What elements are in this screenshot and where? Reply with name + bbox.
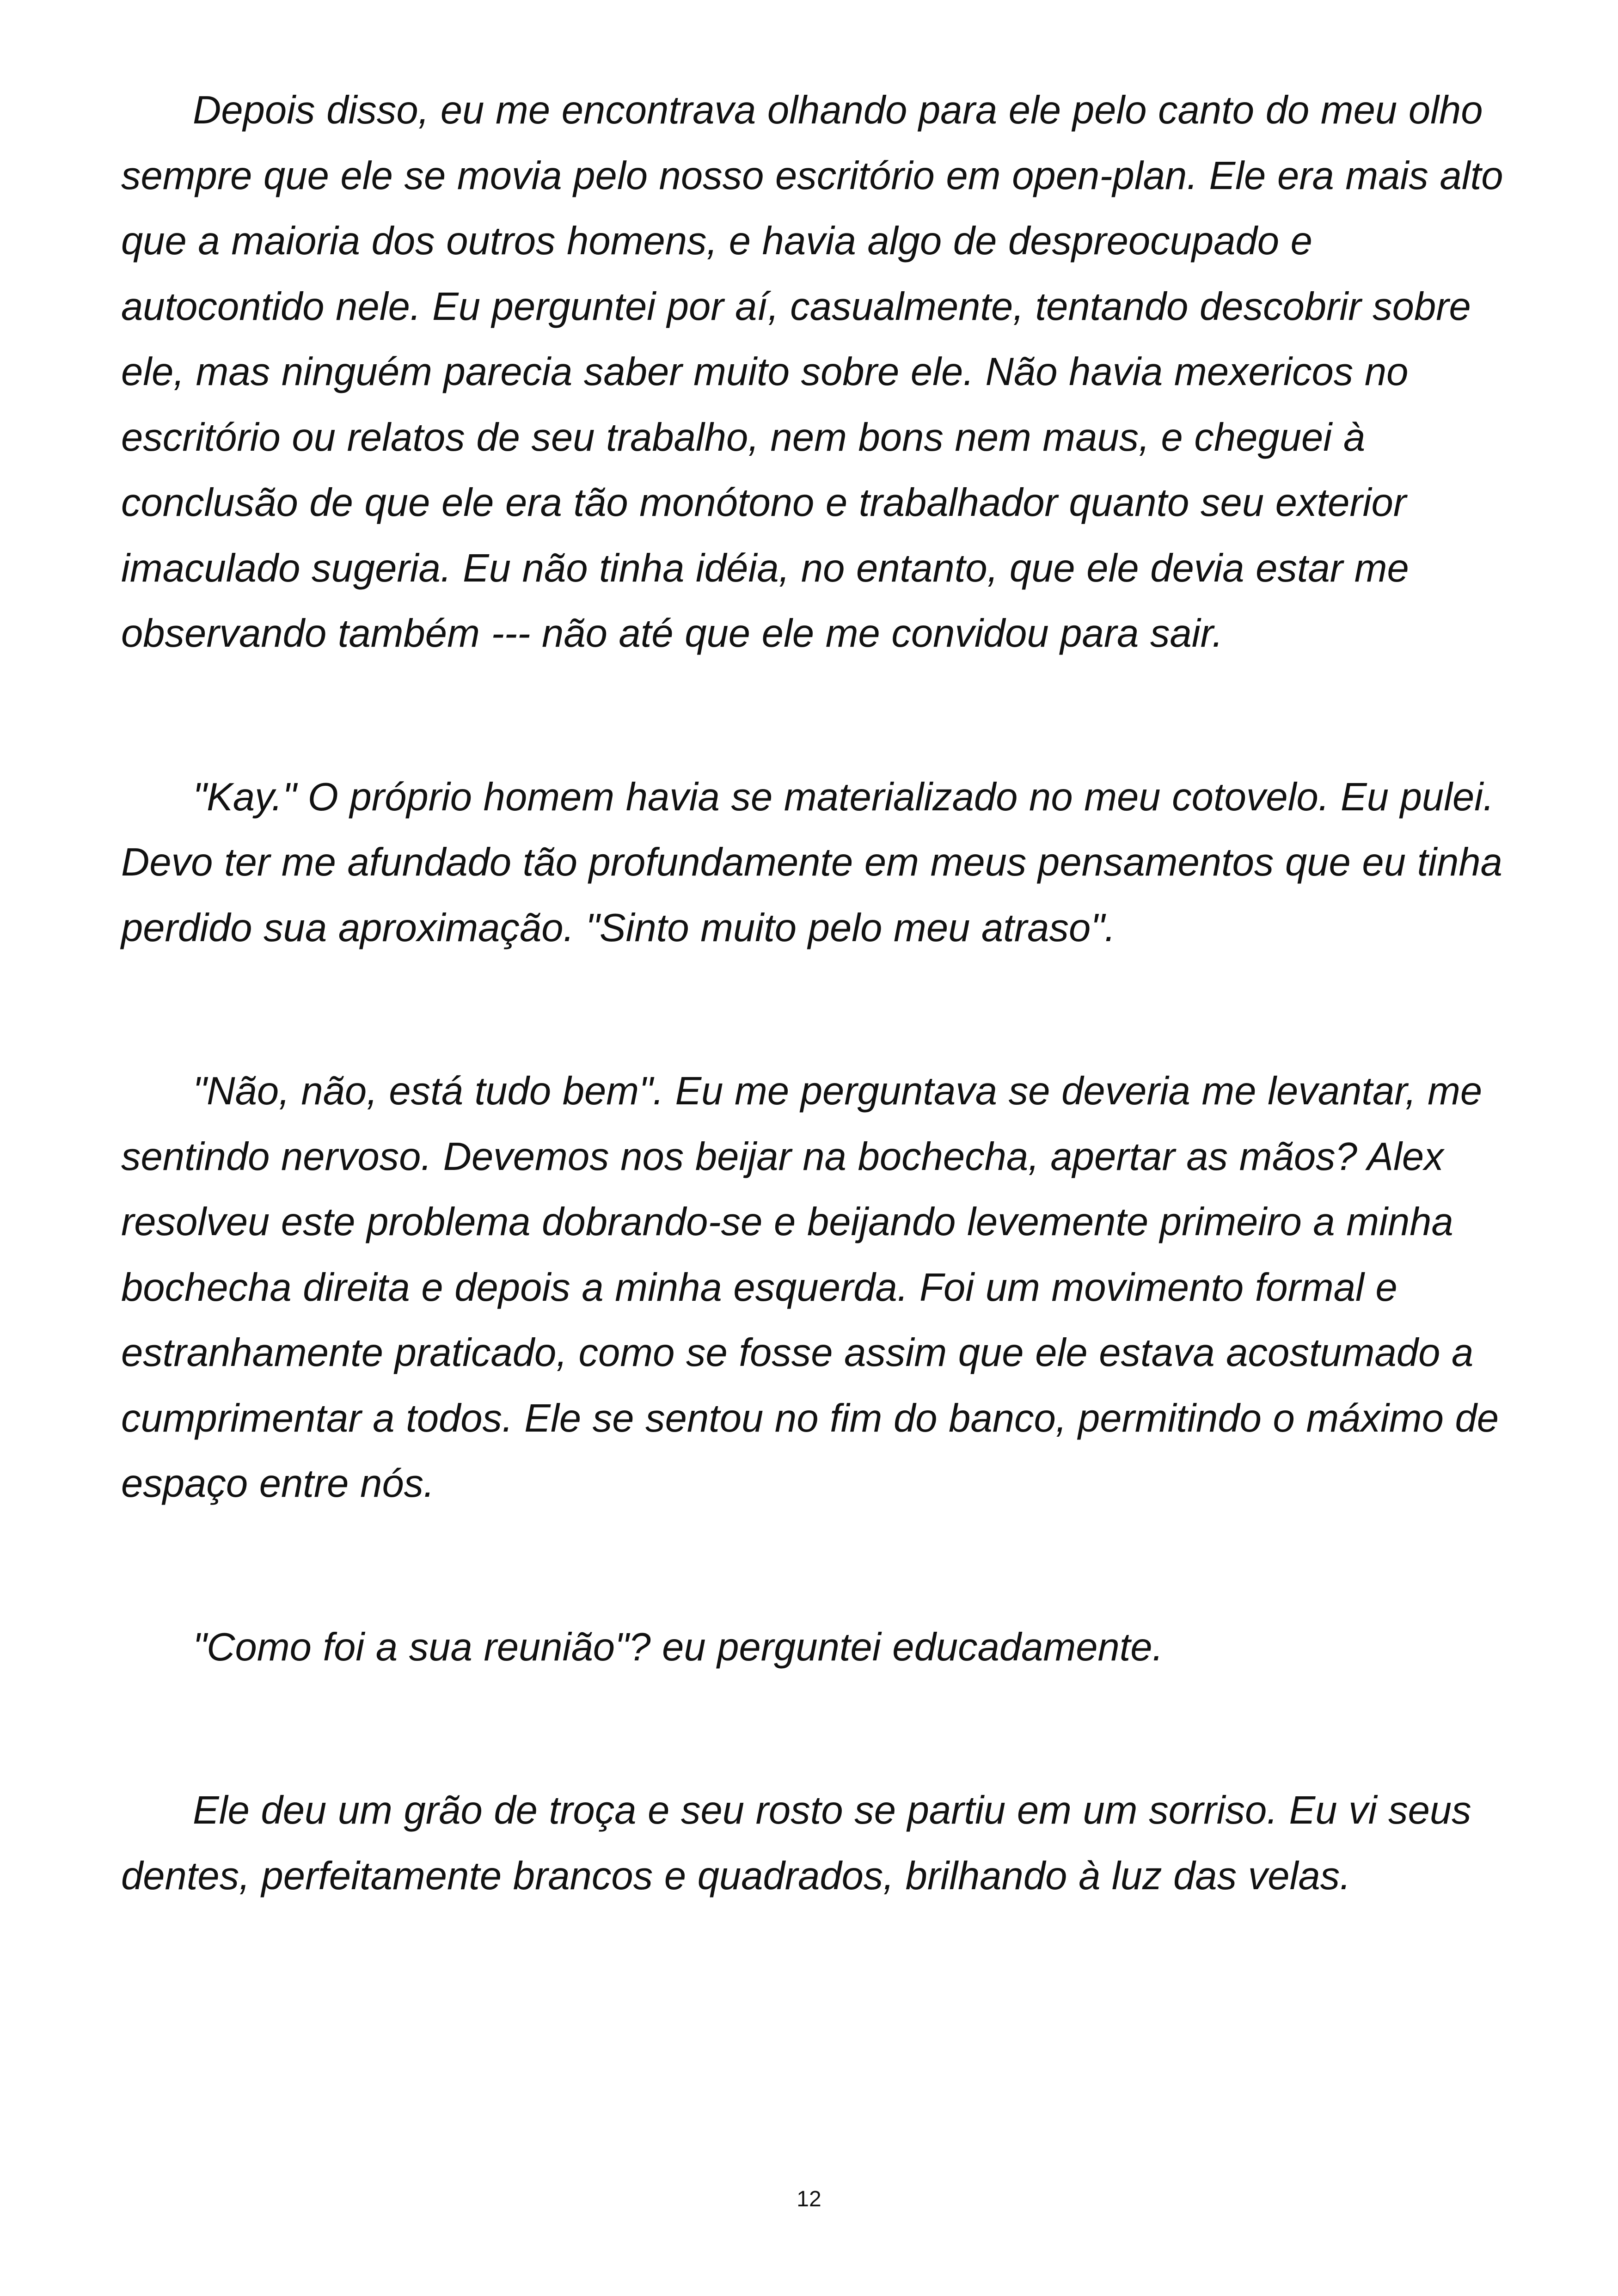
paragraph-spacer	[121, 1680, 1513, 1778]
paragraph-5: Ele deu um grão de troça e seu rosto se partiu em um sorriso. Eu vi seus dentes, perfeitamente brancos e quadrados, brilhando à luz das velas.	[121, 1788, 1471, 1898]
paragraph-1: Depois disso, eu me encontrava olhando para ele pelo canto do meu olho sempre que ele se movia pelo nosso escritório em open-plan. Ele era mais alto que a maioria dos outros homens, e havia algo de despreocupado e autocontido nele. Eu perguntei por aí, casualmente, tentando descobrir sobre ele, mas ninguém parecia saber muito sobre ele. Não havia mexericos no escritório ou relatos de seu trabalho, nem bons nem maus, e cheguei à conclusão de que ele era tão monótono e trabalhador quanto seu exterior imaculado sugeria. Eu não tinha idéia, no entanto, que ele devia estar me observando também --- não até que ele me convidou para sair.	[121, 88, 1503, 655]
paragraph-3: "Não, não, está tudo bem". Eu me perguntava se deveria me levantar, me sentindo nervoso. Devemos nos beijar na bochecha, apertar as mãos? Alex resolveu este problema dobrando-se e beijando levemente primeiro a minha bochecha direita e depois a minha esquerda. Foi um movimento formal e estranhamente praticado, como se fosse assim que ele estava acostumado a cumprimentar a todos. Ele se sentou no fim do banco, permitindo o máximo de espaço entre nós.	[121, 1069, 1499, 1506]
paragraph-spacer	[121, 961, 1513, 1059]
page-number: 12	[797, 2187, 821, 2211]
paragraph-spacer	[121, 1517, 1513, 1615]
body-text	[121, 78, 1513, 1909]
paragraph-spacer	[121, 667, 1513, 765]
paragraph-4: "Como foi a sua reunião"? eu perguntei educadamente.	[193, 1625, 1164, 1669]
paragraph-2: "Kay." O próprio homem havia se materializado no meu cotovelo. Eu pulei. Devo ter me afundado tão profundamente em meus pensamentos que eu tinha perdido sua aproximação. "Sinto muito pelo meu atraso".	[121, 775, 1502, 950]
